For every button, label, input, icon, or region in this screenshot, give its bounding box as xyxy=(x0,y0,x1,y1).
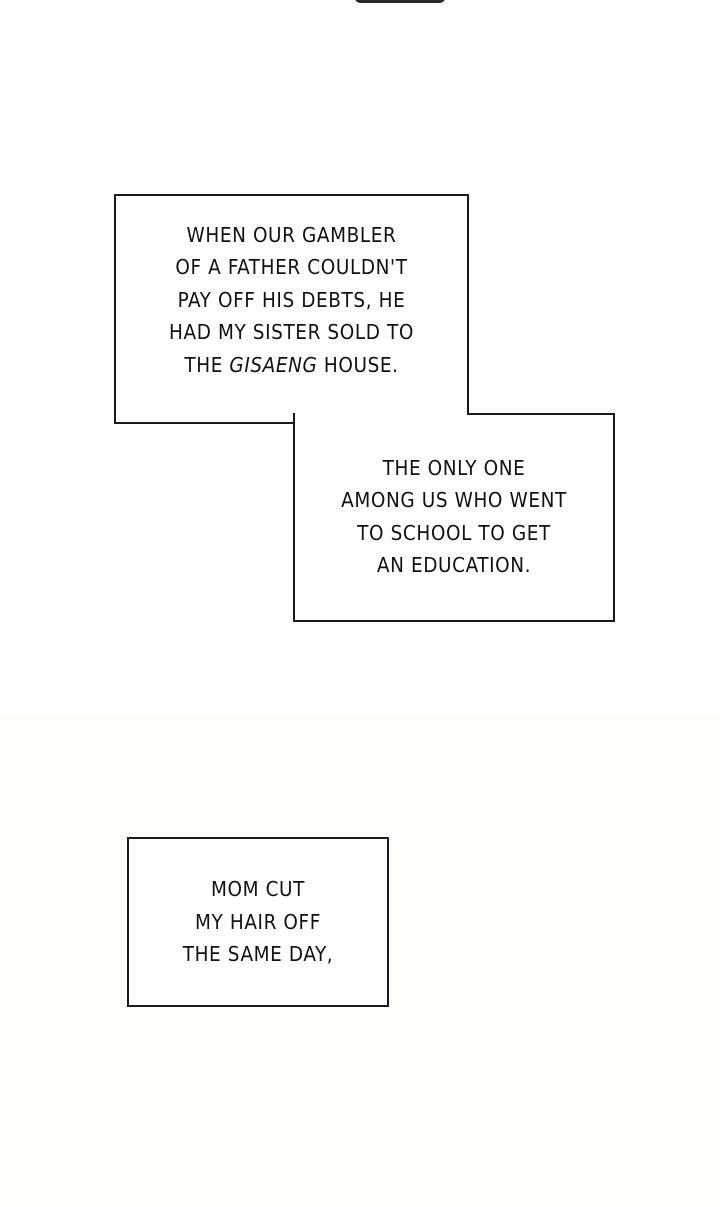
caption-1-line-4: HAD MY SISTER SOLD TO xyxy=(169,320,414,345)
caption-3-line-2: MY HAIR OFF xyxy=(195,909,321,934)
caption-2-line-4: AN EDUCATION. xyxy=(376,553,532,577)
caption-1-line-2: OF A FATHER COULDN'T xyxy=(175,255,408,280)
caption-1-text xyxy=(169,219,414,382)
caption-2-line-3: TO SCHOOL TO GET xyxy=(357,520,551,545)
caption-3-text xyxy=(183,873,334,971)
caption-box-2 xyxy=(293,413,615,622)
caption-box-3 xyxy=(127,837,389,1007)
caption-box-1 xyxy=(114,194,469,424)
caption-1-line-5-suffix: HOUSE. xyxy=(317,352,399,377)
caption-3-line-1: MOM CUT xyxy=(210,877,306,902)
previous-panel-edge xyxy=(355,0,445,3)
caption-2-line-1: THE ONLY ONE xyxy=(382,455,526,480)
caption-2-line-2: AMONG US WHO WENT xyxy=(341,488,567,512)
caption-box-2-top-border xyxy=(467,413,615,415)
caption-2-text xyxy=(341,452,567,582)
caption-1-line-3: PAY OFF HIS DEBTS, HE xyxy=(177,287,406,312)
caption-1-line-1: WHEN OUR GAMBLER xyxy=(186,222,397,247)
caption-3-line-3: THE SAME DAY, xyxy=(182,942,334,967)
caption-1-line-5-prefix: THE xyxy=(184,352,230,377)
caption-1-line-5-italic: GISAENG xyxy=(229,352,318,377)
